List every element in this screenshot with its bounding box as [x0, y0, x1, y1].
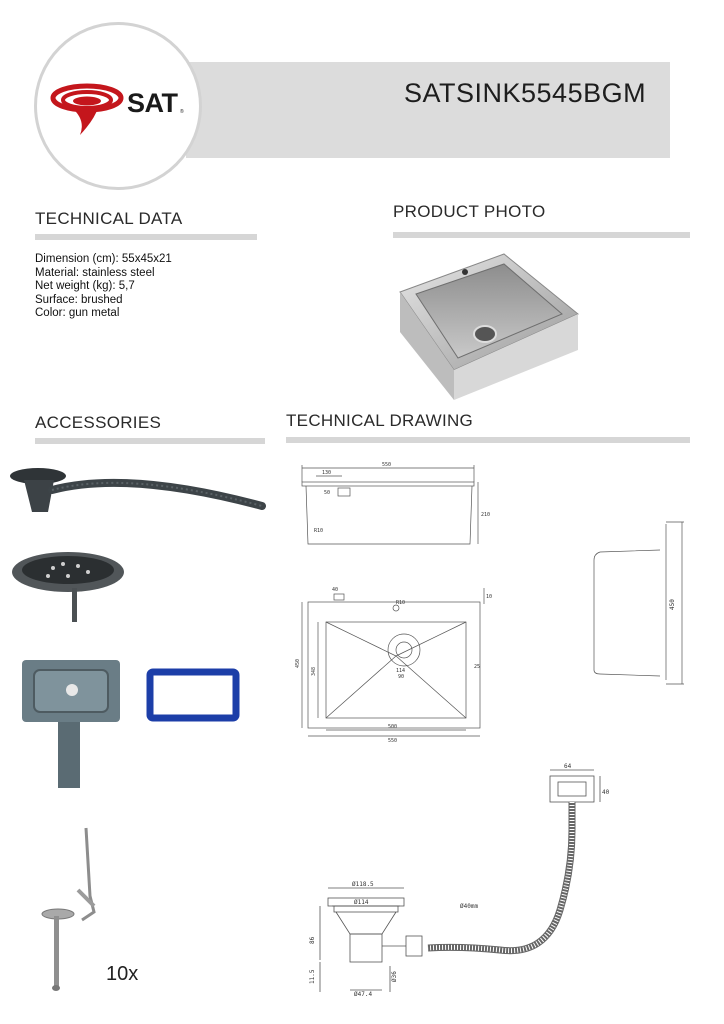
- drawing-end-view: [590, 520, 690, 690]
- dim-drain-d2: Ø114: [354, 899, 369, 906]
- dim-top-inner-h: 348: [311, 666, 317, 676]
- dim-top-25: 25: [474, 664, 481, 670]
- logo-swirl-icon: [50, 80, 124, 138]
- spec-surface: Surface: brushed: [35, 293, 123, 306]
- dim-top-outer-h: 450: [295, 658, 301, 668]
- accessories-divider: [35, 438, 265, 444]
- drawing-drain-assembly: [310, 760, 610, 1004]
- logo-wordmark: SAT: [127, 88, 178, 118]
- drawing-side-view: [294, 460, 494, 555]
- dim-top-10: 10: [486, 594, 493, 600]
- spec-dimension: Dimension (cm): 55x45x21: [35, 253, 172, 265]
- dim-side-height: 210: [481, 512, 491, 518]
- dim-top-drain2: 114: [396, 668, 406, 674]
- dim-top-r: R10: [396, 600, 406, 606]
- dim-top-outer-w: 550: [388, 738, 398, 744]
- accessories-title: ACCESSORIES: [35, 413, 162, 432]
- accessory-overflow-unit: [20, 656, 124, 790]
- dim-drain-h2: 11.5: [309, 969, 316, 984]
- dim-drain-top-h: 40: [602, 789, 610, 796]
- product-photo-title: PRODUCT PHOTO: [393, 202, 546, 221]
- accessory-drain-hose: [8, 462, 266, 524]
- dim-top-drain: 90: [398, 674, 405, 680]
- technical-data-divider: [35, 234, 257, 240]
- dim-drain-h3: Ø36: [391, 971, 398, 982]
- dim-end-depth: 450: [669, 599, 676, 610]
- spec-weight: Net weight (kg): 5,7: [35, 280, 135, 292]
- accessory-strainer-basket: [8, 548, 128, 626]
- technical-data-title: TECHNICAL DATA: [35, 209, 183, 228]
- dim-top-inner-w: 500: [388, 724, 398, 730]
- dim-drain-h1: 86: [309, 936, 316, 944]
- sink-product-photo: [396, 252, 588, 402]
- spec-color: Color: gun metal: [35, 307, 120, 319]
- spec-material: Material: stainless steel: [35, 266, 155, 279]
- dim-drain-hose: Ø40mm: [460, 903, 479, 910]
- model-number: SATSINK5545BGM: [404, 78, 647, 108]
- product-photo-divider: [393, 232, 690, 238]
- logo-registered-mark: ®: [180, 109, 184, 115]
- dim-side-tap: 130: [322, 470, 332, 476]
- dim-drain-d1: Ø118.5: [352, 881, 374, 888]
- accessory-mounting-clip: [38, 826, 104, 992]
- title-band: [186, 62, 670, 158]
- technical-drawing-title: TECHNICAL DRAWING: [286, 411, 474, 430]
- dim-side-radius: R10: [314, 528, 324, 534]
- dim-side-small: 50: [324, 490, 331, 496]
- dim-drain-top-w: 64: [564, 763, 572, 770]
- spec-list: [35, 253, 172, 321]
- technical-drawing-divider: [286, 437, 690, 443]
- dim-top-40: 40: [332, 587, 339, 593]
- dim-drain-d3: Ø47.4: [354, 991, 373, 998]
- clip-quantity: 10x: [106, 963, 139, 985]
- accessory-seal-gasket: [146, 668, 240, 722]
- drawing-top-view: [296, 584, 496, 744]
- dim-side-width: 550: [382, 462, 392, 468]
